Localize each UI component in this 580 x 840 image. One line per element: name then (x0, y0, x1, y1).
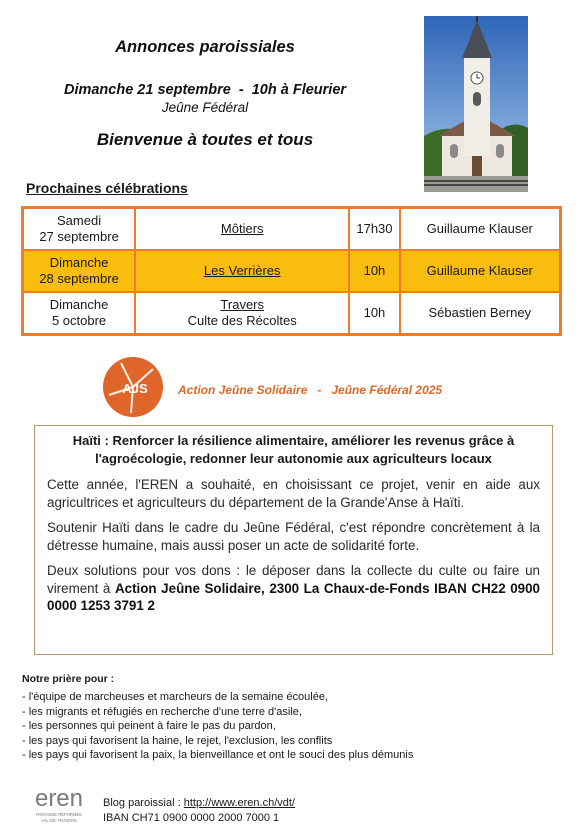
blog-label: Blog paroissial : (103, 797, 184, 809)
ajs-paragraph-1: Cette année, l'EREN a souhaité, en choisissant ce projet, venir en aide aux agricultrices et agriculteurs du département de la Grande'Anse à Haïti. (47, 477, 540, 510)
list-item: - les pays qui favorisent la haine, le rejet, l'exclusion, les conflits (22, 734, 333, 747)
ajs-logo (101, 355, 165, 419)
table-row (23, 208, 561, 251)
church-photo (424, 16, 528, 192)
parish-iban: IBAN CH71 0900 0000 2000 7000 1 (103, 812, 280, 824)
ajs-paragraph-3: Deux solutions pour vos dons : le déposer dans la collecte du culte ou faire un virement à Action Jeûne Solidaire, 2300 La Chaux-de-Fonds IBAN CH22 0900 0000 1253 3791 2 (47, 563, 541, 613)
svg-text:VAL-DE-TRAVERS: VAL-DE-TRAVERS (41, 818, 77, 823)
time-cell: 10h (349, 292, 399, 335)
time-cell: 10h (349, 250, 399, 292)
eren-logo (30, 780, 88, 826)
ajs-paragraph-2: Soutenir Haïti dans le cadre du Jeûne Fédéral, c'est répondre concrètement à la détresse humaine, mais aussi poser un acte de solidarité forte. (47, 520, 540, 553)
donation-account: Action Jeûne Solidaire, 2300 La Chaux-de-Fonds IBAN CH22 0900 0000 1253 3791 2 (47, 580, 541, 613)
celebrations-title: Prochaines célébrations (26, 180, 188, 196)
pastor-cell: Guillaume Klauser (400, 250, 561, 292)
svg-text:PAROISSE RÉFORMÉE: PAROISSE RÉFORMÉE (36, 812, 82, 817)
service-line: Dimanche 21 septembre - 10h à Fleurier (63, 82, 347, 98)
list-item: - les pays qui favorisent la paix, la bienveillance et ont le souci des plus démunis (22, 749, 414, 761)
footer (103, 796, 295, 826)
date-cell: Dimanche 5 octobre (23, 292, 136, 335)
date-cell: Dimanche 28 septembre (23, 250, 136, 292)
table-row (23, 292, 561, 335)
place-cell: Môtiers (135, 208, 349, 251)
ajs-title: Action Jeûne Solidaire - Jeûne Fédéral 2025 (178, 383, 443, 397)
occasion: Jeûne Fédéral (161, 100, 249, 115)
blog-link[interactable]: http://www.eren.ch/vdt/ (183, 797, 295, 809)
ajs-headline: Haïti : Renforcer la résilience alimentaire, améliorer les revenus grâce à l'agroécologie, redonner leur autonomie aux agriculteurs locaux (72, 433, 515, 466)
prayer-list (22, 690, 413, 763)
svg-text:eren: eren (34, 785, 84, 812)
list-item: - les personnes qui peinent à faire le pas du pardon, (22, 720, 276, 732)
svg-text:AJS: AJS (122, 381, 148, 396)
list-item: - l'équipe de marcheuses et marcheurs de la semaine écoulée, (22, 691, 328, 703)
list-item: - les migrants et réfugiés en recherche d'une terre d'asile, (22, 705, 302, 718)
time-cell: 17h30 (349, 208, 399, 251)
prayer-title: Notre prière pour : (22, 673, 115, 685)
date-cell: Samedi 27 septembre (23, 208, 136, 251)
welcome-text: Bienvenue à toutes et tous (96, 130, 314, 149)
ajs-info-box (34, 425, 553, 655)
celebrations-table (21, 206, 562, 336)
table-row (23, 250, 561, 292)
place-cell: Travers Culte des Récoltes (135, 292, 349, 335)
pastor-cell: Guillaume Klauser (400, 208, 561, 251)
page-title: Annonces paroissiales (115, 38, 295, 56)
place-cell: Les Verrières (135, 250, 349, 292)
pastor-cell: Sébastien Berney (400, 292, 561, 335)
